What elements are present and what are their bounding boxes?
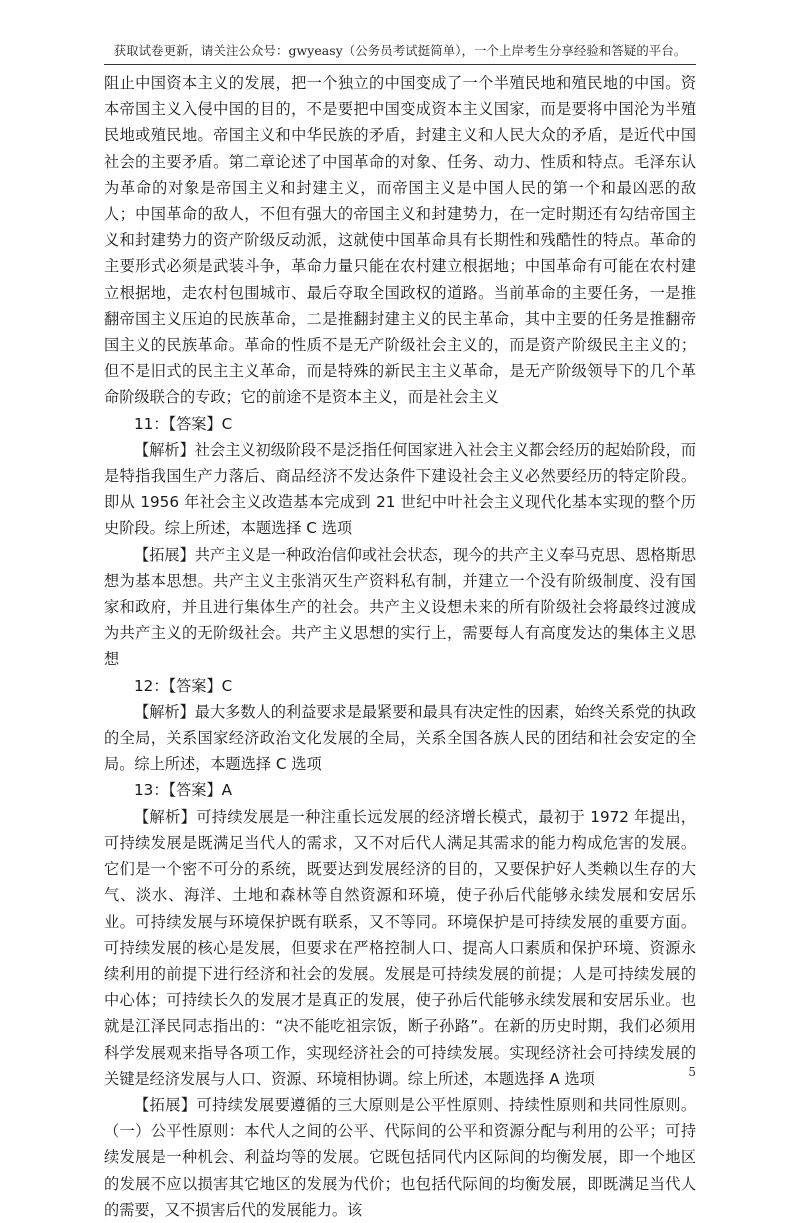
intro-paragraph: 阻止中国资本主义的发展，把一个独立的中国变成了一个半殖民地和殖民地的中国。资本帝国主义入侵中国的目的，不是要把中国变成资本主义国家，而是要将中国沦为半殖民地或殖民地。帝国主义和中华民族的矛盾，封建主义和人民大众的矛盾，是近代中国社会的主要矛盾。第二章论述了中国革命的对象、任务、动力、性质和特点。毛泽东认为革命的对象是帝国主义和封建主义，而帝国主义是中国人民的第一个和最凶恶的敌人；中国革命的敌人，不但有强大的帝国主义和封建势力，在一定时期还有勾结帝国主义和封建势力的资产阶级反动派，这就使中国革命具有长期性和残酷性的特点。革命的主要形式必须是武装斗争，革命力量只能在农村建立根据地；中国革命有可能在农村建立根据地，走农村包围城市、最后夺取全国政权的道路。当前革命的主要任务，一是推翻帝国主义压迫的民族革命，二是推翻封建主义的民主革命，其中主要的任务是推翻帝国主义的民族革命。革命的性质不是无产阶级社会主义的，而是资产阶级民主主义的；但不是旧式的民主主义革命，而是特殊的新民主主义革命，是无产阶级领导下的几个革命阶级联合的专政；它的前途不是资本主义，而是社会主义 bbox=[104, 74, 696, 407]
q11-extension: 【拓展】共产主义是一种政治信仰或社会状态，现今的共产主义奉马克思、恩格斯思想为基本思想。共产主义主张消灭生产资料私有制，并建立一个没有阶级制度、没有国家和政府，并且进行集体生产的社会。共产主义设想未来的所有阶级社会将最终过渡成为共产主义的无阶级社会。共产主义思想的实行上，需要每人有高度发达的集体主义思想 bbox=[104, 545, 696, 669]
q12-answer: 12：【答案】C bbox=[134, 676, 233, 695]
q13-answer: 13：【答案】A bbox=[134, 781, 233, 800]
q11-answer: 11：【答案】C bbox=[134, 414, 233, 433]
q12-analysis: 【解析】最大多数人的利益要求是最紧要和最具有决定性的因素，始终关系党的执政的全局，关系国家经济政治文化发展的全局，关系全国各族人民的团结和社会安定的全局。综上所述，本题选择 C 选项 bbox=[104, 702, 696, 774]
header-rule bbox=[104, 64, 696, 65]
page-header: 获取试卷更新，请关注公众号：gwyeasy（公务员考试挺简单），一个上岸考生分享经验和答疑的平台。 bbox=[113, 43, 687, 58]
page-content bbox=[104, 70, 696, 1223]
q13-analysis: 【解析】可持续发展是一种注重长远发展的经济增长模式，最初于 1972 年提出，可持续发展是既满足当代人的需求，又不对后代人满足其需求的能力构成危害的发展。它们是一个密不可分的系统，既要达到发展经济的目的，又要保护好人类赖以生存的大气、淡水、海洋、土地和森林等自然资源和环境，使子孙后代能够永续发展和安居乐业。可持续发展与环境保护既有联系，又不等同。环境保护是可持续发展的重要方面。可持续发展的核心是发展，但要求在严格控制人口、提高人口素质和保护环境、资源永续利用的前提下进行经济和社会的发展。发展是可持续发展的前提；人是可持续发展的中心体；可持续长久的发展才是真正的发展，使子孙后代能够永续发展和安居乐业。也就是江泽民同志指出的：“决不能吃祖宗饭，断子孙路”。在新的历史时期，我们必须用科学发展观来指导各项工作，实现经济社会的可持续发展。实现经济社会可持续发展的关键是经济发展与人口、资源、环境相协调。综上所述，本题选择 A 选项 bbox=[104, 807, 696, 1088]
q13-extension: 【拓展】可持续发展要遵循的三大原则是公平性原则、持续性原则和共同性原则。（一）公平性原则：本代人之间的公平、代际间的公平和资源分配与利用的公平；可持续发展是一种机会、利益均等的发展。它既包括同代内区际间的均衡发展，即一个地区的发展不应以损害其它地区的发展为代价；也包括代际间的均衡发展，即既满足当代人的需要，又不损害后代的发展能力。该 bbox=[104, 1095, 696, 1219]
q11-analysis: 【解析】社会主义初级阶段不是泛指任何国家进入社会主义都会经历的起始阶段，而是特指我国生产力落后、商品经济不发达条件下建设社会主义必然要经历的特定阶段。即从 1956 年社会主义改造基本完成到 21 世纪中叶社会主义现代化基本实现的整个历史阶段。综上所述，本题选择 C 选项 bbox=[104, 440, 696, 538]
page-number: 5 bbox=[688, 1065, 696, 1079]
